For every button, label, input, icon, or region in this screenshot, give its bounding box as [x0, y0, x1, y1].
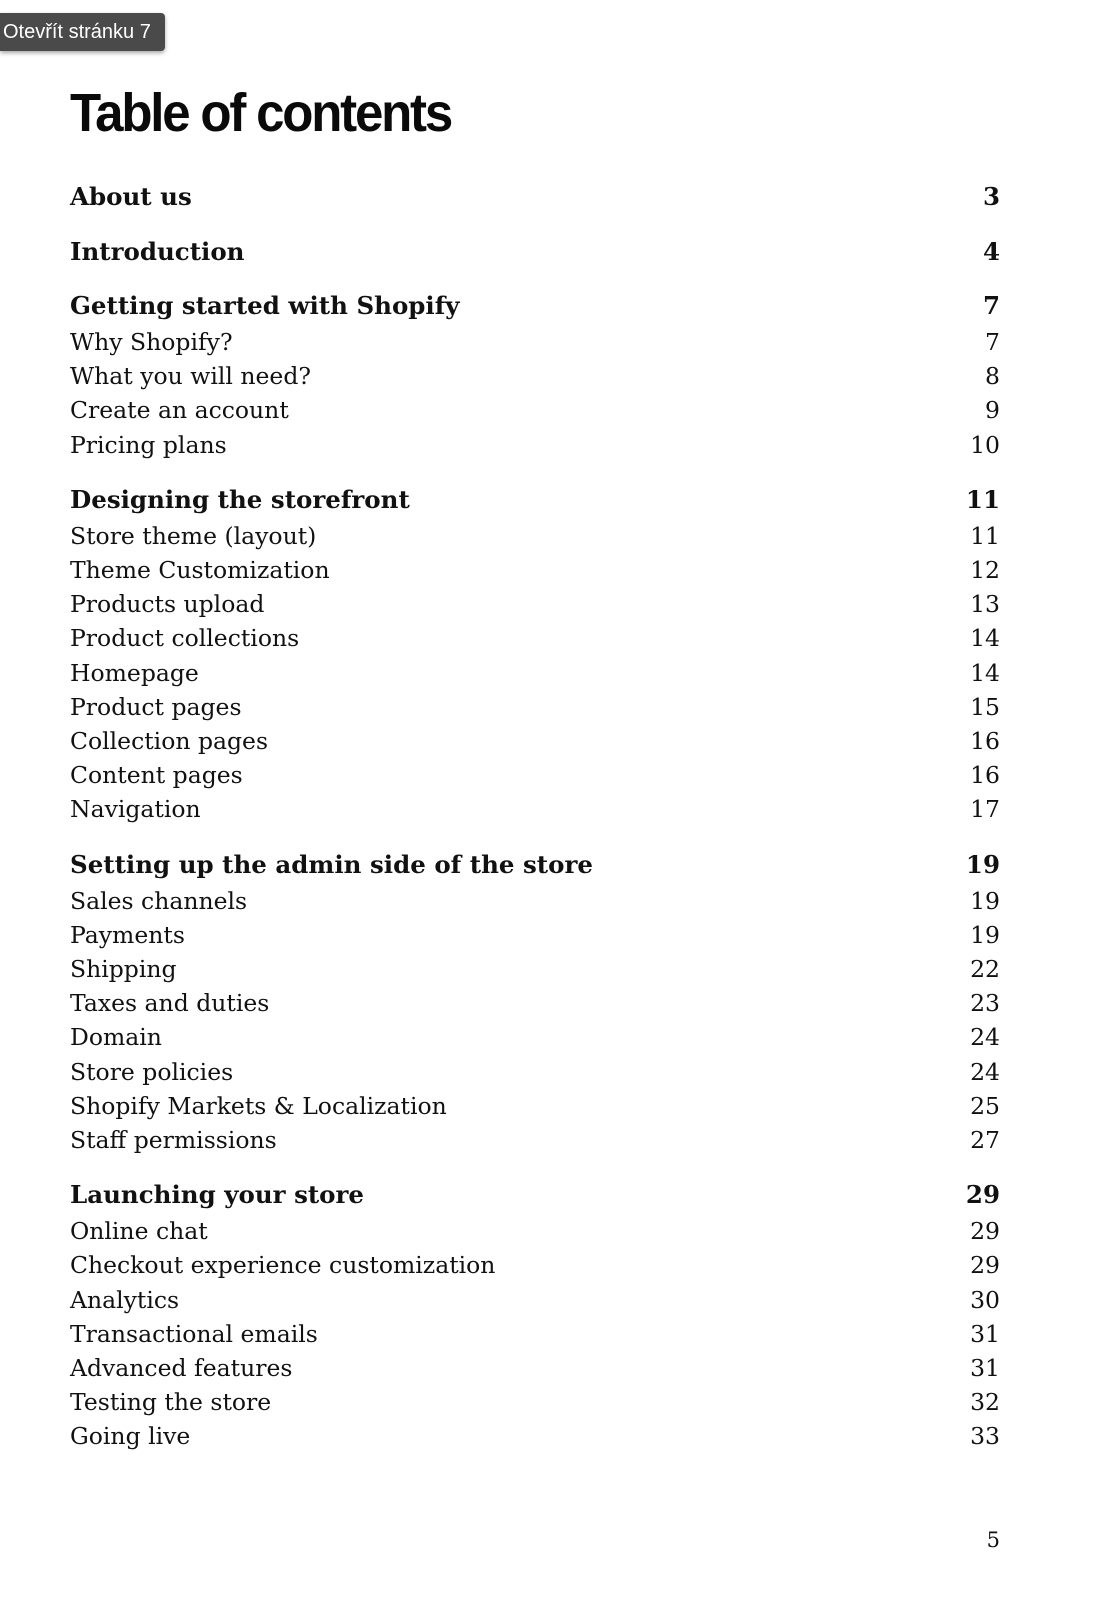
toc-entry[interactable] [70, 325, 1000, 359]
toc-entry-page: 29 [970, 1251, 1000, 1280]
toc-entry-label: Navigation [70, 795, 201, 824]
toc-section [70, 178, 1000, 216]
toc-entry-page: 32 [970, 1388, 1000, 1417]
toc-entry-page: 31 [970, 1354, 1000, 1383]
toc-heading-label: Designing the storefront [70, 484, 410, 514]
toc-entry-page: 14 [970, 624, 1000, 653]
open-page-tooltip: Otevřít stránku 7 [0, 13, 165, 51]
toc-entry-label: Domain [70, 1023, 162, 1052]
toc-entry-label: Online chat [70, 1217, 208, 1246]
page-number: 5 [986, 1528, 1000, 1552]
toc-entry[interactable] [70, 986, 1000, 1020]
toc-entry-page: 15 [970, 692, 1000, 721]
toc-entry[interactable] [70, 553, 1000, 587]
toc-section [70, 288, 1000, 462]
toc-section [70, 1177, 1000, 1453]
toc-entry[interactable] [70, 884, 1000, 918]
toc-entry-page: 12 [970, 556, 1000, 585]
toc-heading-page: 11 [965, 484, 1000, 514]
toc-entry-label: Collection pages [70, 727, 269, 756]
toc-entry-page: 25 [970, 1091, 1000, 1120]
toc-heading-page: 29 [965, 1180, 1000, 1210]
toc-entry-label: Analytics [70, 1285, 180, 1314]
toc-heading-page: 19 [965, 849, 1000, 879]
toc-section-heading[interactable] [70, 288, 1000, 324]
toc-heading-label: Launching your store [70, 1180, 365, 1210]
toc-section-heading[interactable] [70, 178, 1000, 216]
toc-entry-label: Product pages [70, 692, 242, 721]
toc-entry-page: 33 [970, 1422, 1000, 1451]
toc-heading-label: Setting up the admin side of the store [70, 849, 593, 879]
toc-section-heading[interactable] [70, 1177, 1000, 1213]
toc-entry-page: 29 [970, 1217, 1000, 1246]
toc-entry-label: Theme Customization [70, 556, 330, 585]
toc-entry[interactable] [70, 1248, 1000, 1282]
toc-entry-page: 14 [970, 658, 1000, 687]
toc-entry[interactable] [70, 1123, 1000, 1157]
toc-entry[interactable] [70, 1385, 1000, 1419]
toc-entry-page: 8 [985, 362, 1000, 391]
toc-entry-page: 16 [970, 727, 1000, 756]
toc-entry-label: Going live [70, 1422, 191, 1451]
toc-entry-label: Advanced features [70, 1354, 293, 1383]
toc-entry[interactable] [70, 359, 1000, 393]
toc-entry-label: Sales channels [70, 886, 248, 915]
toc-entry-label: Testing the store [70, 1388, 272, 1417]
toc-section-heading[interactable] [70, 847, 1000, 883]
toc-entry[interactable] [70, 1020, 1000, 1054]
toc-entry-label: What you will need? [70, 362, 311, 391]
toc-entry-page: 22 [970, 955, 1000, 984]
toc-entry-page: 24 [970, 1023, 1000, 1052]
toc-entry-label: Create an account [70, 396, 289, 425]
toc-entry-label: Shipping [70, 955, 177, 984]
toc-entry[interactable] [70, 1419, 1000, 1453]
toc-entry[interactable] [70, 690, 1000, 724]
toc-section [70, 482, 1000, 827]
toc-section [70, 847, 1000, 1158]
toc-entry[interactable] [70, 724, 1000, 758]
toc-entry-label: Shopify Markets & Localization [70, 1091, 447, 1120]
toc-entry-label: Payments [70, 920, 185, 949]
toc-entry-page: 17 [970, 795, 1000, 824]
toc-entry[interactable] [70, 393, 1000, 427]
toc-section [70, 233, 1000, 271]
table-of-contents [70, 178, 1000, 1454]
toc-entry-page: 7 [985, 328, 1000, 356]
toc-entry-label: Staff permissions [70, 1126, 277, 1155]
toc-entry-label: Product collections [70, 624, 300, 653]
toc-entry[interactable] [70, 792, 1000, 826]
toc-entry-label: Transactional emails [70, 1319, 318, 1348]
toc-entry[interactable] [70, 1283, 1000, 1317]
toc-entry-label: Pricing plans [70, 430, 227, 459]
toc-entry[interactable] [70, 519, 1000, 553]
toc-entry-label: Store theme (layout) [70, 521, 317, 550]
toc-entry[interactable] [70, 587, 1000, 621]
toc-entry-page: 30 [970, 1285, 1000, 1314]
toc-entry-page: 9 [985, 396, 1000, 425]
toc-entry-page: 31 [970, 1319, 1000, 1348]
toc-entry[interactable] [70, 656, 1000, 690]
toc-heading-page: 4 [982, 237, 1000, 266]
toc-heading-page: 3 [982, 182, 1000, 211]
toc-entry[interactable] [70, 918, 1000, 952]
toc-section-heading[interactable] [70, 482, 1000, 518]
toc-entry[interactable] [70, 1089, 1000, 1123]
toc-heading-label: Getting started with Shopify [70, 291, 460, 320]
toc-section-heading[interactable] [70, 233, 1000, 271]
toc-entry-page: 19 [970, 920, 1000, 949]
toc-entry-label: Store policies [70, 1057, 234, 1086]
toc-entry-page: 10 [970, 430, 1000, 459]
toc-entry-label: Checkout experience customization [70, 1251, 496, 1280]
toc-entry[interactable] [70, 1351, 1000, 1385]
toc-entry-label: Homepage [70, 658, 199, 687]
toc-entry[interactable] [70, 1055, 1000, 1089]
toc-entry[interactable] [70, 758, 1000, 792]
toc-entry-page: 16 [970, 761, 1000, 790]
toc-entry-label: Taxes and duties [70, 989, 270, 1018]
toc-entry[interactable] [70, 1317, 1000, 1351]
toc-entry-label: Content pages [70, 761, 243, 790]
page-title: Table of contents [70, 82, 452, 143]
toc-entry[interactable] [70, 621, 1000, 655]
toc-heading-label: Introduction [70, 237, 245, 266]
toc-heading-label: About us [70, 182, 192, 211]
toc-entry-page: 27 [970, 1126, 1000, 1155]
toc-entry-label: Products upload [70, 590, 265, 619]
toc-entry-page: 23 [970, 989, 1000, 1018]
toc-entry[interactable] [70, 428, 1000, 462]
toc-entry-label: Why Shopify? [70, 328, 233, 356]
toc-heading-page: 7 [982, 291, 1000, 320]
toc-entry-page: 24 [970, 1057, 1000, 1086]
toc-entry[interactable] [70, 952, 1000, 986]
toc-entry-page: 13 [970, 590, 1000, 619]
toc-entry[interactable] [70, 1214, 1000, 1248]
toc-entry-page: 11 [970, 521, 1000, 550]
toc-entry-page: 19 [970, 886, 1000, 915]
